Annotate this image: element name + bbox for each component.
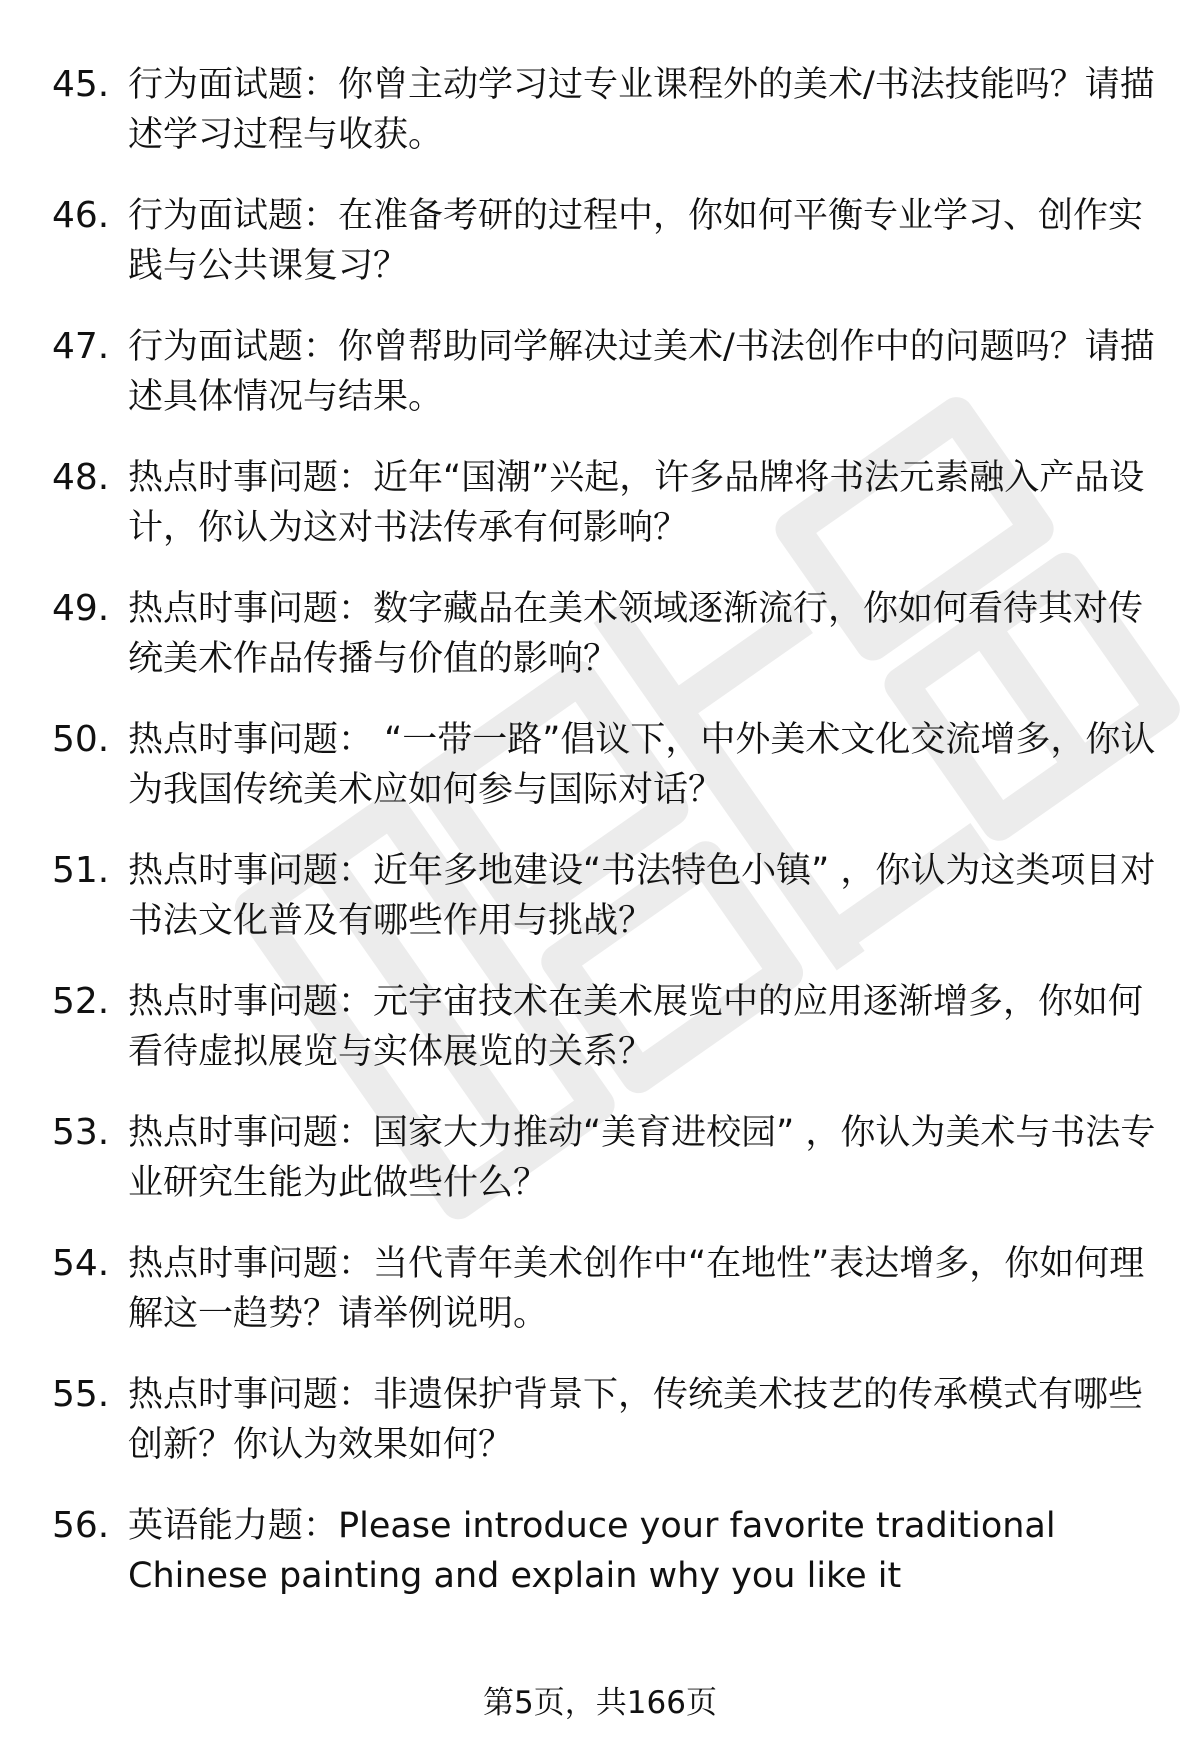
question-item [0, 977, 1200, 1108]
question-item [0, 191, 1200, 322]
question-number: 50. [52, 719, 110, 760]
question-number: 54. [52, 1243, 110, 1284]
question-number: 53. [52, 1112, 110, 1153]
question-text: 热点时事问题：元宇宙技术在美术展览中的应用逐渐增多，你如何看待虚拟展览与实体展览的关系？ [128, 982, 1144, 1072]
question-text: 热点时事问题： “一带一路”倡议下，中外美术文化交流增多，你认为我国传统美术应如何参与国际对话？ [128, 720, 1156, 810]
question-text: 热点时事问题：近年多地建设“书法特色小镇” ，你认为这类项目对书法文化普及有哪些作用与挑战？ [128, 851, 1156, 941]
question-text: 行为面试题：你曾主动学习过专业课程外的美术/书法技能吗？请描述学习过程与收获。 [128, 65, 1155, 155]
question-text: 热点时事问题：当代青年美术创作中“在地性”表达增多，你如何理解这一趋势？请举例说明。 [128, 1244, 1145, 1334]
question-item [0, 1108, 1200, 1239]
question-number: 46. [52, 195, 110, 236]
question-item [0, 1239, 1200, 1370]
question-text: 热点时事问题：国家大力推动“美育进校园” ，你认为美术与书法专业研究生能为此做些什么？ [128, 1113, 1156, 1203]
question-item [0, 584, 1200, 715]
question-number: 47. [52, 326, 110, 367]
question-text: 行为面试题：在准备考研的过程中，你如何平衡专业学习、创作实践与公共课复习？ [128, 196, 1144, 286]
question-number: 52. [52, 981, 110, 1022]
page-number-label: 第5页，共166页 [483, 1685, 717, 1721]
question-number: 48. [52, 457, 110, 498]
question-item [0, 846, 1200, 977]
question-number: 51. [52, 850, 110, 891]
question-number: 55. [52, 1374, 110, 1415]
question-text: 热点时事问题：数字藏品在美术领域逐渐流行，你如何看待其对传统美术作品传播与价值的影响？ [128, 589, 1144, 679]
question-list [0, 60, 1200, 1632]
question-text: 热点时事问题：近年“国潮”兴起，许多品牌将书法元素融入产品设计，你认为这对书法传承有何影响？ [128, 458, 1145, 548]
question-item [0, 715, 1200, 846]
question-number: 56. [52, 1505, 110, 1546]
question-text: 英语能力题：Please introduce your favorite traditional Chinese painting and explain why you like it [128, 1506, 1056, 1596]
question-number: 45. [52, 64, 110, 105]
question-item [0, 60, 1200, 191]
question-text: 热点时事问题：非遗保护背景下，传统美术技艺的传承模式有哪些创新？你认为效果如何？ [128, 1375, 1144, 1465]
question-item [0, 322, 1200, 453]
question-item [0, 1501, 1200, 1632]
question-item [0, 453, 1200, 584]
question-text: 行为面试题：你曾帮助同学解决过美术/书法创作中的问题吗？请描述具体情况与结果。 [128, 327, 1155, 417]
question-item [0, 1370, 1200, 1501]
page-footer [0, 1683, 1200, 1723]
question-number: 49. [52, 588, 110, 629]
